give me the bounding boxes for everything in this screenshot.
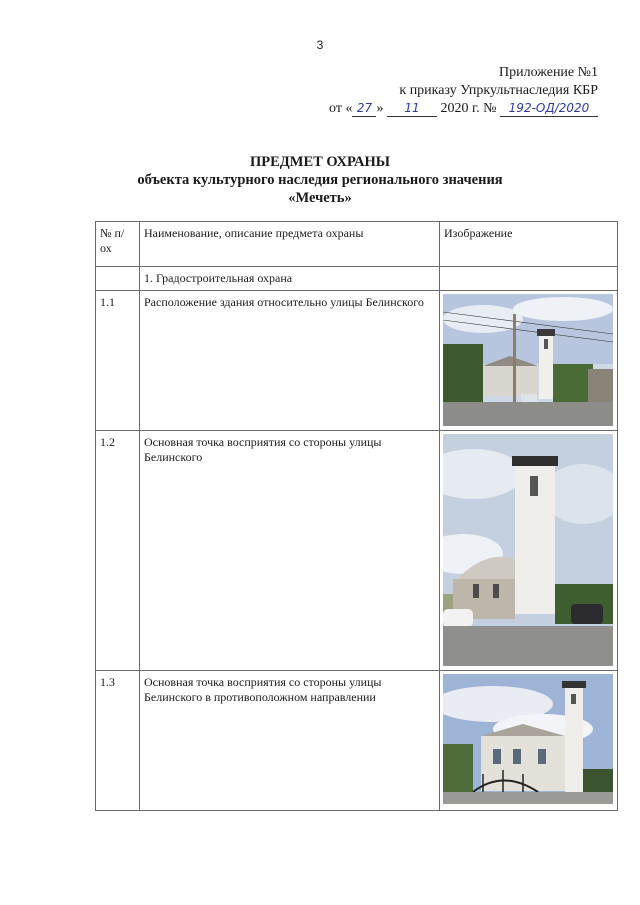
title-main: ПРЕДМЕТ ОХРАНЫ [249, 154, 391, 170]
date-day: 27 [352, 101, 376, 117]
header-number: № п/ох [96, 222, 140, 267]
header-description: Наименование, описание предмета охраны [140, 222, 440, 267]
row-description: Основная точка восприятия со стороны улицы Белинского в противоположном направлении [140, 671, 440, 811]
document-title [0, 153, 640, 207]
row-number: 1.1 [96, 291, 140, 431]
order-number: 192-ОД/2020 [500, 101, 598, 117]
table-row [96, 291, 618, 431]
appendix-header [329, 64, 598, 118]
row-number: 1.3 [96, 671, 140, 811]
header-image: Изображение [440, 222, 618, 267]
photo-minaret-view [443, 434, 613, 666]
title-sub: объекта культурного наследия регионального значения [137, 172, 503, 188]
date-year: 2020 г. № [440, 101, 497, 116]
photo-opposite-view [443, 674, 613, 804]
photo-street-view [443, 294, 613, 426]
date-mid: » [376, 101, 384, 116]
row-description: Расположение здания относительно улицы Белинского [140, 291, 440, 431]
section-title: 1. Градостроительная охрана [140, 267, 440, 291]
table-row [96, 671, 618, 811]
row-description: Основная точка восприятия со стороны улицы Белинского [140, 431, 440, 671]
page-number: 3 [316, 38, 324, 52]
appendix-date-line [329, 100, 598, 118]
table-header-row [96, 222, 618, 267]
section-row [96, 267, 618, 291]
appendix-title: Приложение №1 [499, 65, 598, 80]
row-number: 1.2 [96, 431, 140, 671]
protection-table [95, 221, 618, 811]
date-month: 11 [387, 101, 437, 117]
title-object: «Мечеть» [288, 190, 352, 206]
appendix-order-ref: к приказу Упркультнаследия КБР [399, 83, 598, 98]
table-row [96, 431, 618, 671]
date-prefix: от « [329, 101, 353, 116]
